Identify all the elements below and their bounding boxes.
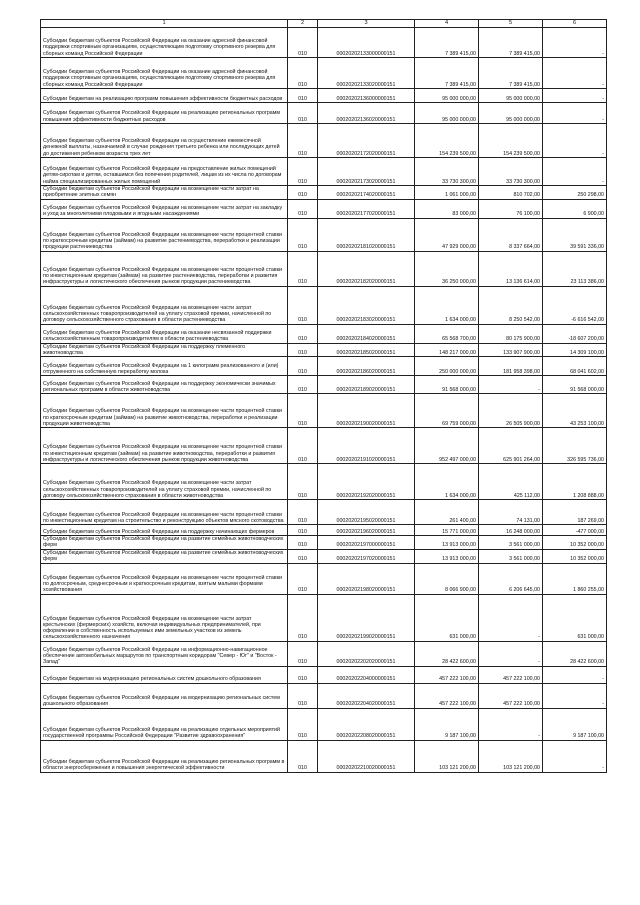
row-code: 010: [288, 343, 318, 357]
row-name: Субсидии бюджетам субъектов Российской Федерации на поддержку начинающих фермеров: [41, 525, 288, 536]
planned-amount: 457 222 100,00: [415, 666, 479, 683]
remaining-amount: 250 298,00: [543, 186, 607, 200]
header-row: [41, 20, 607, 28]
remaining-amount: 9 187 100,00: [543, 708, 607, 740]
budget-code: 00020202210020000151: [318, 740, 415, 772]
row-code: 010: [288, 218, 318, 251]
planned-amount: 69 759 000,00: [415, 394, 479, 428]
header-cell: 2: [288, 20, 318, 28]
planned-amount: 13 913 000,00: [415, 549, 479, 563]
row-name: Субсидии бюджетам субъектов Российской Федерации на реализацию отдельных мероприятий государственной программы Российской Федерации "Развитие здравоохранения": [41, 708, 288, 740]
row-code: 010: [288, 251, 318, 286]
header-cell: 3: [318, 20, 415, 28]
planned-amount: 8 066 900,00: [415, 563, 479, 594]
table-row: [41, 536, 607, 550]
budget-code: 00020202184020000151: [318, 324, 415, 343]
table-row: [41, 740, 607, 772]
table-row: [41, 158, 607, 186]
table-row: [41, 186, 607, 200]
row-name: Субсидии бюджетам субъектов Российской Федерации на поддержку племенного животноводства: [41, 343, 288, 357]
budget-code: 00020202197020000151: [318, 549, 415, 563]
budget-code: 00020202190020000151: [318, 394, 415, 428]
budget-code: 00020202133020000151: [318, 58, 415, 89]
row-code: 010: [288, 500, 318, 525]
budget-code: 00020202196020000151: [318, 525, 415, 536]
executed-amount: 3 561 000,00: [479, 536, 543, 550]
remaining-amount: 28 422 600,00: [543, 641, 607, 666]
row-name: Субсидии бюджетам субъектов Российской Федерации на возмещение части затрат крестьянских (фермерских) хозяйств, включая индивидуальных предпринимателей, при оформлении в собственность используемых ими земельных участков из земель сельскохозяйственного назначения: [41, 594, 288, 641]
table-row: [41, 89, 607, 103]
budget-code: 00020202189020000151: [318, 376, 415, 394]
row-name: Субсидии бюджетам субъектов Российской Федерации на оказание несвязанной поддержки сельскохозяйственным товаропроизводителям в области растениеводства: [41, 324, 288, 343]
remaining-amount: 10 352 000,00: [543, 549, 607, 563]
table-row: [41, 594, 607, 641]
row-name: Субсидии бюджетам субъектов Российской Федерации на 1 килограмм реализованного и (или) отгруженного на собственную переработку молока: [41, 357, 288, 376]
table-row: [41, 708, 607, 740]
planned-amount: 1 634 000,00: [415, 464, 479, 500]
row-code: 010: [288, 286, 318, 324]
table-row: [41, 324, 607, 343]
executed-amount: 33 730 300,00: [479, 158, 543, 186]
executed-amount: 7 389 415,00: [479, 58, 543, 89]
planned-amount: 457 222 100,00: [415, 683, 479, 708]
row-code: 010: [288, 683, 318, 708]
remaining-amount: -: [543, 666, 607, 683]
row-code: 010: [288, 324, 318, 343]
row-code: 010: [288, 428, 318, 464]
table-row: [41, 28, 607, 58]
row-name: Субсидии бюджетам субъектов Российской Федерации на возмещение части процентной ставки по инвестиционным кредитам (займам) на развитие растениеводства, переработки и развития инфраструктуры и логистического обеспечения рынков продукции растениеводства: [41, 251, 288, 286]
planned-amount: 83 000,00: [415, 199, 479, 218]
remaining-amount: -6 616 542,00: [543, 286, 607, 324]
budget-code: 00020202185020000151: [318, 343, 415, 357]
executed-amount: -: [479, 376, 543, 394]
planned-amount: 13 913 000,00: [415, 536, 479, 550]
budget-code: 00020202181020000151: [318, 218, 415, 251]
budget-code: 00020202172020000151: [318, 124, 415, 158]
budget-code: 00020202192020000151: [318, 464, 415, 500]
remaining-amount: -: [543, 103, 607, 124]
budget-code: 00020202182020000151: [318, 251, 415, 286]
row-name: Субсидии бюджетам субъектов Российской Федерации на возмещение части процентной ставки по инвестиционным кредитам (займам) на развитие животноводства, переработки и развития инфраструктуры и логистического обеспечения рынков продукции животноводства: [41, 428, 288, 464]
row-name: Субсидии бюджетам субъектов Российской Федерации на возмещение части затрат на приобретение элитных семян: [41, 186, 288, 200]
table-row: [41, 641, 607, 666]
header-cell: 6: [543, 20, 607, 28]
remaining-amount: 187 269,00: [543, 500, 607, 525]
planned-amount: 952 497 000,00: [415, 428, 479, 464]
report-sheet: [40, 19, 606, 773]
table-row: [41, 525, 607, 536]
remaining-amount: 10 352 000,00: [543, 536, 607, 550]
planned-amount: 7 389 415,00: [415, 58, 479, 89]
planned-amount: 47 929 000,00: [415, 218, 479, 251]
header-cell: 1: [41, 20, 288, 28]
executed-amount: 133 907 900,00: [479, 343, 543, 357]
remaining-amount: -: [543, 58, 607, 89]
row-name: Субсидии бюджетам субъектов Российской Федерации на развитие семейных животноводческих ферм: [41, 549, 288, 563]
planned-amount: 154 239 500,00: [415, 124, 479, 158]
table-row: [41, 563, 607, 594]
planned-amount: 1 634 000,00: [415, 286, 479, 324]
row-code: 010: [288, 357, 318, 376]
table-row: [41, 683, 607, 708]
row-name: Субсидии бюджетам субъектов Российской Федерации на информационно-навигационное обеспечение автомобильных маршрутов по транспортным коридорам "Север - Юг" и "Восток - Запад": [41, 641, 288, 666]
row-name: Субсидии бюджетам субъектов Российской Федерации на оказание адресной финансовой поддержки спортивным организациям, осуществляющим подготовку спортивного резерва для сборных команд Российской Федерации: [41, 58, 288, 89]
budget-code: 00020202136020000151: [318, 103, 415, 124]
table-row: [41, 58, 607, 89]
executed-amount: 810 702,00: [479, 186, 543, 200]
planned-amount: 65 568 700,00: [415, 324, 479, 343]
budget-code: 00020202199020000151: [318, 594, 415, 641]
planned-amount: 250 000 000,00: [415, 357, 479, 376]
table-row: [41, 500, 607, 525]
row-code: 010: [288, 186, 318, 200]
executed-amount: -: [479, 641, 543, 666]
remaining-amount: 91 568 000,00: [543, 376, 607, 394]
remaining-amount: 326 595 736,00: [543, 428, 607, 464]
planned-amount: 95 000 000,00: [415, 89, 479, 103]
header-cell: 5: [479, 20, 543, 28]
executed-amount: -: [479, 594, 543, 641]
budget-code: 00020202186020000151: [318, 357, 415, 376]
remaining-amount: 23 113 386,00: [543, 251, 607, 286]
executed-amount: 457 222 100,00: [479, 683, 543, 708]
row-code: 010: [288, 549, 318, 563]
executed-amount: 181 958 398,00: [479, 357, 543, 376]
row-code: 010: [288, 740, 318, 772]
executed-amount: 6 206 645,00: [479, 563, 543, 594]
row-code: 010: [288, 464, 318, 500]
table-row: [41, 428, 607, 464]
budget-code: 00020202195020000151: [318, 500, 415, 525]
planned-amount: 148 217 000,00: [415, 343, 479, 357]
table-row: [41, 464, 607, 500]
remaining-amount: -477 000,00: [543, 525, 607, 536]
budget-code: 00020202204020000151: [318, 683, 415, 708]
remaining-amount: -: [543, 124, 607, 158]
planned-amount: 28 422 600,00: [415, 641, 479, 666]
row-name: Субсидии бюджетам субъектов Российской Федерации на осуществление ежемесячной денежной выплаты, назначаемой в случае рождения третьего ребенка или последующих детей до достижения ребенком возраста трех лет: [41, 124, 288, 158]
remaining-amount: 68 041 602,00: [543, 357, 607, 376]
table-row: [41, 666, 607, 683]
planned-amount: 36 250 000,00: [415, 251, 479, 286]
table-row: [41, 199, 607, 218]
budget-code: 00020202173020000151: [318, 158, 415, 186]
remaining-amount: -: [543, 683, 607, 708]
executed-amount: 95 000 000,00: [479, 103, 543, 124]
planned-amount: 1 061 000,00: [415, 186, 479, 200]
budget-code: 00020202202020000151: [318, 641, 415, 666]
row-code: 010: [288, 58, 318, 89]
row-code: 010: [288, 28, 318, 58]
budget-code: 00020202136000000151: [318, 89, 415, 103]
executed-amount: 7 389 415,00: [479, 28, 543, 58]
remaining-amount: 14 309 100,00: [543, 343, 607, 357]
table-row: [41, 286, 607, 324]
planned-amount: 95 000 000,00: [415, 103, 479, 124]
remaining-amount: -: [543, 28, 607, 58]
row-name: Субсидии бюджетам субъектов Российской Федерации на возмещение части процентной ставки по краткосрочным кредитам (займам) на развитие растениеводства, переработки и реализации продукции растениеводства: [41, 218, 288, 251]
row-name: Субсидии бюджетам субъектов Российской Федерации на возмещение части процентной ставки по краткосрочным кредитам (займам) на развитие животноводства, переработки и реализации продукции животноводства: [41, 394, 288, 428]
budget-code: 00020202191020000151: [318, 428, 415, 464]
row-name: Субсидии бюджетам субъектов Российской Федерации на возмещение части затрат сельскохозяйственных товаропроизводителей на уплату страховой премии, начисленной по договору сельскохозяйственного страхования в области животноводства: [41, 464, 288, 500]
table-row: [41, 124, 607, 158]
row-name: Субсидии бюджетам субъектов Российской Федерации на возмещение части процентной ставки по инвестиционным кредитам на строительство и реконструкцию объектов мясного скотоводства: [41, 500, 288, 525]
remaining-amount: 39 591 336,00: [543, 218, 607, 251]
row-name: Субсидии бюджетам субъектов Российской Федерации на предоставление жилых помещений детям-сиротам и детям, оставшимся без попечения родителей, лицам из их числа по договорам найма специализированных жилых помещений: [41, 158, 288, 186]
executed-amount: 16 248 000,00: [479, 525, 543, 536]
remaining-amount: -: [543, 740, 607, 772]
remaining-amount: 1 208 888,00: [543, 464, 607, 500]
row-name: Субсидии бюджетам субъектов Российской Федерации на возмещение части процентной ставки по долгосрочным, среднесрочным и краткосрочным кредитам, взятым малыми формами хозяйствования: [41, 563, 288, 594]
executed-amount: 13 136 614,00: [479, 251, 543, 286]
executed-amount: 154 239 500,00: [479, 124, 543, 158]
budget-code: 00020202197000000151: [318, 536, 415, 550]
row-name: Субсидии бюджетам субъектов Российской Федерации на реализацию региональных программ повышения эффективности бюджетных расходов: [41, 103, 288, 124]
planned-amount: 7 389 415,00: [415, 28, 479, 58]
executed-amount: 76 100,00: [479, 199, 543, 218]
row-code: 010: [288, 376, 318, 394]
row-name: Субсидии бюджетам субъектов Российской Федерации на оказание адресной финансовой поддержки спортивным организациям, осуществляющим подготовку спортивного резерва для сборных команд Российской Федерации: [41, 28, 288, 58]
table-row: [41, 376, 607, 394]
row-name: Субсидии бюджетам субъектов Российской Федерации на модернизацию региональных систем дошкольного образования: [41, 683, 288, 708]
table-row: [41, 549, 607, 563]
row-name: Субсидии бюджетам субъектов Российской Федерации на реализацию региональных программ в области энергосбережения и повышения энергетической эффективности: [41, 740, 288, 772]
row-name: Субсидии бюджетам на реализацию программ повышения эффективности бюджетных расходов: [41, 89, 288, 103]
row-code: 010: [288, 641, 318, 666]
executed-amount: 8 337 664,00: [479, 218, 543, 251]
row-code: 010: [288, 594, 318, 641]
budget-code: 00020202198020000151: [318, 563, 415, 594]
executed-amount: 8 250 542,00: [479, 286, 543, 324]
planned-amount: 631 000,00: [415, 594, 479, 641]
row-code: 010: [288, 563, 318, 594]
row-code: 010: [288, 158, 318, 186]
planned-amount: 9 187 100,00: [415, 708, 479, 740]
executed-amount: 457 222 100,00: [479, 666, 543, 683]
executed-amount: 425 112,00: [479, 464, 543, 500]
table-row: [41, 343, 607, 357]
budget-code: 00020202204000000151: [318, 666, 415, 683]
row-name: Субсидии бюджетам субъектов Российской Федерации на развитие семейных животноводческих ферм: [41, 536, 288, 550]
row-code: 010: [288, 666, 318, 683]
budget-code: 00020202208020000151: [318, 708, 415, 740]
row-code: 010: [288, 708, 318, 740]
executed-amount: 95 000 000,00: [479, 89, 543, 103]
row-code: 010: [288, 536, 318, 550]
row-name: Субсидии бюджетам субъектов Российской Федерации на возмещение части затрат на закладку и уход за многолетними плодовыми и ягодными насаждениями: [41, 199, 288, 218]
header-cell: 4: [415, 20, 479, 28]
executed-amount: 80 175 900,00: [479, 324, 543, 343]
executed-amount: 74 131,00: [479, 500, 543, 525]
table-row: [41, 394, 607, 428]
table-row: [41, 357, 607, 376]
table-row: [41, 218, 607, 251]
row-name: Субсидии бюджетам на модернизацию региональных систем дошкольного образования: [41, 666, 288, 683]
row-code: 010: [288, 103, 318, 124]
row-name: Субсидии бюджетам субъектов Российской Федерации на возмещение части затрат сельскохозяйственных товаропроизводителей на уплату страховой премии, начисленной по договору сельскохозяйственного страхования в области растениеводства: [41, 286, 288, 324]
remaining-amount: 1 860 255,00: [543, 563, 607, 594]
row-name: Субсидии бюджетам субъектов Российской Федерации на поддержку экономически значимых региональных программ в области животноводства: [41, 376, 288, 394]
planned-amount: 15 771 000,00: [415, 525, 479, 536]
remaining-amount: -: [543, 158, 607, 186]
executed-amount: 3 561 000,00: [479, 549, 543, 563]
remaining-amount: -: [543, 89, 607, 103]
planned-amount: 103 121 200,00: [415, 740, 479, 772]
table-row: [41, 103, 607, 124]
budget-code: 00020202177020000151: [318, 199, 415, 218]
remaining-amount: -18 607 200,00: [543, 324, 607, 343]
table-body: [41, 28, 607, 773]
budget-table: [40, 19, 607, 773]
executed-amount: 625 901 264,00: [479, 428, 543, 464]
table-row: [41, 251, 607, 286]
planned-amount: 33 730 300,00: [415, 158, 479, 186]
planned-amount: 261 400,00: [415, 500, 479, 525]
executed-amount: -: [479, 708, 543, 740]
budget-code: 00020202183020000151: [318, 286, 415, 324]
budget-code: 00020202174020000151: [318, 186, 415, 200]
budget-code: 00020202133000000151: [318, 28, 415, 58]
row-code: 010: [288, 394, 318, 428]
row-code: 010: [288, 89, 318, 103]
executed-amount: 26 505 900,00: [479, 394, 543, 428]
planned-amount: 91 568 000,00: [415, 376, 479, 394]
executed-amount: 103 121 200,00: [479, 740, 543, 772]
remaining-amount: 43 253 100,00: [543, 394, 607, 428]
row-code: 010: [288, 525, 318, 536]
remaining-amount: 6 900,00: [543, 199, 607, 218]
remaining-amount: 631 000,00: [543, 594, 607, 641]
row-code: 010: [288, 199, 318, 218]
row-code: 010: [288, 124, 318, 158]
